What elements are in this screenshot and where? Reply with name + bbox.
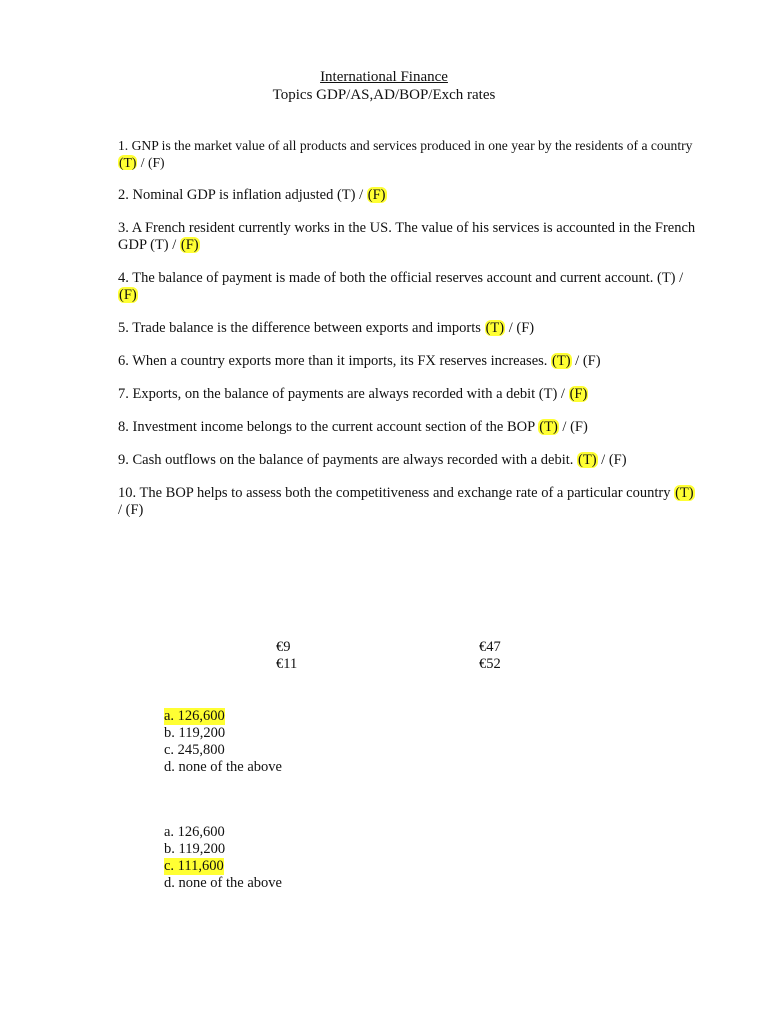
choice-separator: / xyxy=(557,386,569,402)
question-text: 3. A French resident currently works in the US. The value of his services is accounted in the French GDP xyxy=(118,220,696,253)
question-text: 5. Trade balance is the difference between exports and imports xyxy=(118,320,485,336)
true-choice: (T) xyxy=(119,155,137,170)
document-title: International Finance xyxy=(320,69,448,85)
choice-separator: / xyxy=(558,419,571,435)
question-item xyxy=(118,485,698,519)
question-item xyxy=(118,386,698,403)
choice-separator: / xyxy=(168,237,180,253)
answer-option: a. 126,600 xyxy=(164,824,225,840)
choice-separator: / xyxy=(355,187,367,203)
answer-option: b. 119,200 xyxy=(164,841,226,857)
price-value: €11 xyxy=(276,656,298,672)
choice-separator: / xyxy=(137,155,148,170)
choice-separator: / xyxy=(118,502,126,518)
answer-option: c. 245,800 xyxy=(164,742,225,758)
false-choice: (F) xyxy=(608,452,627,468)
false-choice: (F) xyxy=(367,187,386,203)
answer-option: c. 111,600 xyxy=(164,858,224,874)
true-choice: (T) xyxy=(656,270,676,286)
false-choice: (F) xyxy=(125,502,144,518)
question-item xyxy=(118,353,698,370)
question-text: 1. GNP is the market value of all products and services produced in one year by the residents of a country xyxy=(118,138,693,153)
question-item xyxy=(118,320,698,337)
question-text: 6. When a country exports more than it imports, its FX reserves increases. xyxy=(118,353,552,369)
answer-option: d. none of the above xyxy=(164,759,282,775)
choice-separator: / xyxy=(675,270,684,286)
question-item xyxy=(118,419,698,436)
question-text: 2. Nominal GDP is inflation adjusted xyxy=(118,187,337,203)
true-choice: (T) xyxy=(675,485,694,501)
true-choice: (T) xyxy=(552,353,571,369)
answer-options-set-1 xyxy=(164,708,282,776)
true-choice: (T) xyxy=(150,237,169,253)
true-choice: (T) xyxy=(538,386,558,402)
question-text: 7. Exports, on the balance of payments are always recorded with a debit xyxy=(118,386,539,402)
true-choice: (T) xyxy=(336,187,356,203)
choice-separator: / xyxy=(571,353,583,369)
price-value: €47 xyxy=(479,639,501,655)
question-item xyxy=(118,220,698,254)
question-item xyxy=(118,187,698,204)
false-choice: (F) xyxy=(570,419,588,435)
choice-separator: / xyxy=(505,320,517,336)
question-item xyxy=(118,452,698,469)
price-value: €52 xyxy=(479,656,501,672)
question-text: 10. The BOP helps to assess both the competitiveness and exchange rate of a particular country xyxy=(118,485,675,501)
answer-options-set-2 xyxy=(164,824,282,892)
price-column-b xyxy=(479,639,501,673)
question-text: 4. The balance of payment is made of both the official reserves account and current account. xyxy=(118,270,657,286)
false-choice: (F) xyxy=(582,353,601,369)
true-choice: (T) xyxy=(578,452,597,468)
false-choice: (F) xyxy=(516,320,535,336)
answer-option: b. 119,200 xyxy=(164,725,226,741)
document-subtitle: Topics GDP/AS,AD/BOP/Exch rates xyxy=(272,87,496,103)
question-item xyxy=(118,270,698,304)
false-choice: (F) xyxy=(569,386,588,402)
answer-option: d. none of the above xyxy=(164,875,282,891)
document-header xyxy=(0,68,768,104)
price-value: €9 xyxy=(276,639,291,655)
answer-option: a. 126,600 xyxy=(164,708,225,724)
false-choice: (F) xyxy=(147,155,165,170)
price-column-a xyxy=(276,639,297,673)
question-item xyxy=(118,137,698,171)
false-choice: (F) xyxy=(119,287,137,303)
false-choice: (F) xyxy=(180,237,199,253)
question-list xyxy=(118,137,698,535)
question-text: 8. Investment income belongs to the current account section of the BOP xyxy=(118,419,539,435)
true-choice: (T) xyxy=(485,320,505,336)
true-choice: (T) xyxy=(539,419,558,435)
question-text: 9. Cash outflows on the balance of payments are always recorded with a debit. xyxy=(118,452,578,468)
choice-separator: / xyxy=(597,452,609,468)
